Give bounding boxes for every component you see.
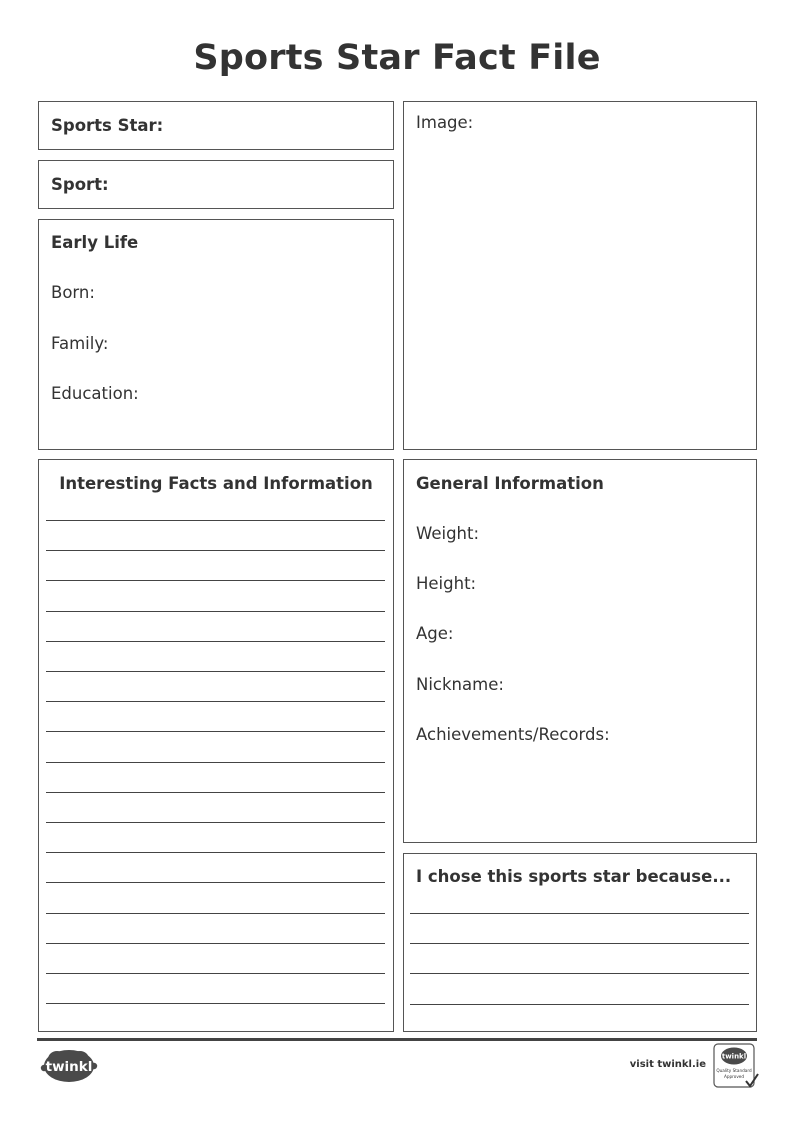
facts-writing-line[interactable]: [46, 822, 385, 823]
chose-writing-line[interactable]: [410, 943, 749, 944]
visit-website-text[interactable]: visit twinkl.ie: [629, 1059, 706, 1070]
age-label: Age:: [416, 624, 454, 643]
facts-writing-line[interactable]: [46, 973, 385, 974]
facts-writing-line[interactable]: [46, 762, 385, 763]
facts-writing-line[interactable]: [46, 913, 385, 914]
image-box[interactable]: [403, 101, 757, 450]
facts-writing-line[interactable]: [46, 852, 385, 853]
quality-standard-badge-icon: [713, 1043, 759, 1089]
chose-writing-line[interactable]: [410, 913, 749, 914]
family-label: Family:: [51, 334, 109, 353]
badge-line1-text: Quality Standard: [716, 1068, 752, 1073]
chose-because-heading: I chose this sports star because...: [416, 867, 732, 886]
facts-writing-line[interactable]: [46, 943, 385, 944]
general-information-box[interactable]: [403, 459, 757, 843]
page-title: Sports Star Fact File: [193, 38, 601, 78]
badge-line2-text: Approved: [723, 1074, 745, 1079]
sports-star-label: Sports Star:: [51, 116, 164, 135]
footer-divider: [37, 1038, 757, 1041]
interesting-facts-heading: Interesting Facts and Information: [59, 474, 373, 493]
image-label: Image:: [416, 113, 474, 132]
facts-writing-line[interactable]: [46, 550, 385, 551]
born-label: Born:: [51, 283, 95, 302]
achievements-records-label: Achievements/Records:: [416, 725, 610, 744]
facts-writing-line[interactable]: [46, 671, 385, 672]
logo-text: twinkl: [45, 1059, 93, 1075]
twinkl-logo-icon[interactable]: [38, 1046, 100, 1084]
interesting-facts-box[interactable]: [38, 459, 394, 1032]
early-life-heading: Early Life: [51, 233, 139, 252]
facts-writing-line[interactable]: [46, 520, 385, 521]
facts-writing-line[interactable]: [46, 701, 385, 702]
chose-writing-line[interactable]: [410, 1004, 749, 1005]
sport-label: Sport:: [51, 175, 109, 194]
badge-brand-text: twinkl: [721, 1052, 747, 1061]
facts-writing-line[interactable]: [46, 731, 385, 732]
education-label: Education:: [51, 384, 139, 403]
facts-writing-line[interactable]: [46, 611, 385, 612]
facts-writing-line[interactable]: [46, 792, 385, 793]
facts-writing-line[interactable]: [46, 882, 385, 883]
facts-writing-line[interactable]: [46, 580, 385, 581]
facts-writing-line[interactable]: [46, 641, 385, 642]
general-information-heading: General Information: [416, 474, 604, 493]
facts-writing-line[interactable]: [46, 1003, 385, 1004]
height-label: Height:: [416, 574, 477, 593]
weight-label: Weight:: [416, 524, 480, 543]
nickname-label: Nickname:: [416, 675, 504, 694]
chose-writing-line[interactable]: [410, 973, 749, 974]
